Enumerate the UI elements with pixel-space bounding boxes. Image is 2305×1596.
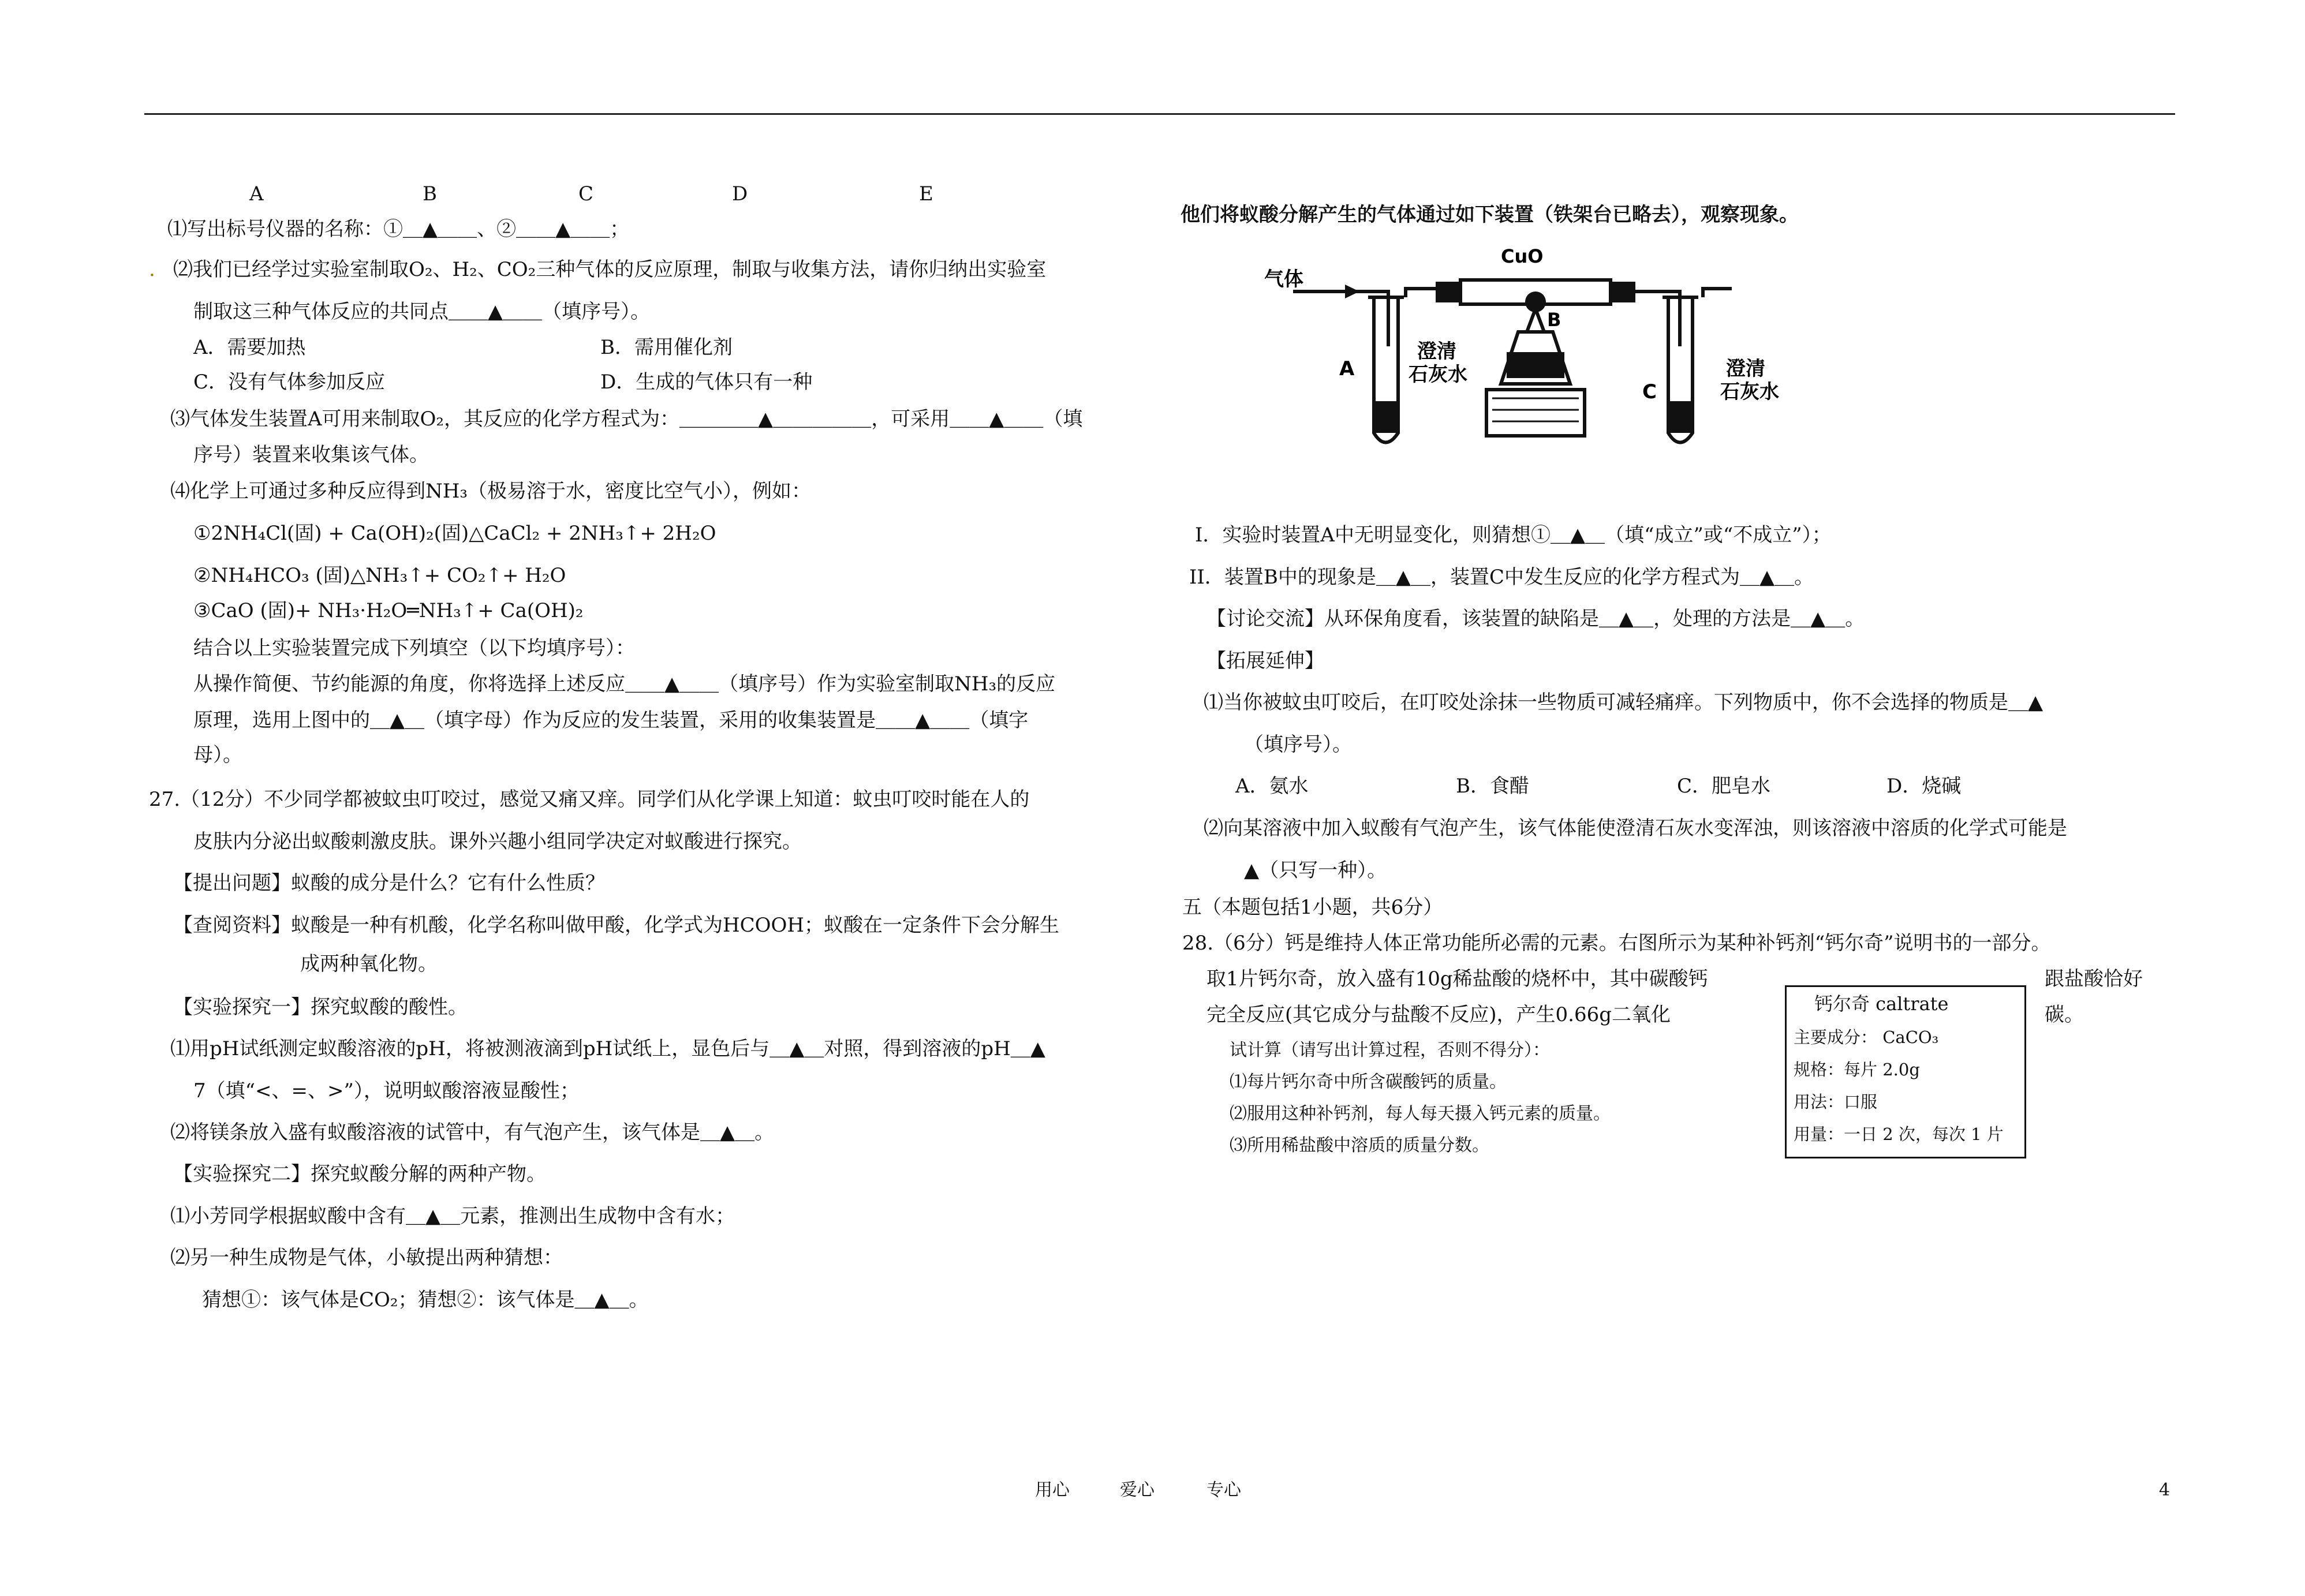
diagram-label-b: B <box>1547 309 1561 331</box>
apparatus-label-a: A <box>249 182 264 205</box>
q27-exp1-q1: ⑴用pH试纸测定蚁酸溶液的pH，将被测液滴到pH试纸上，显色后与＿▲＿对照，得到溶液的pH＿▲ <box>170 1037 1045 1060</box>
q27-exp1-q2: ⑵将镁条放入盛有蚁酸溶液的试管中，有气泡产生，该气体是＿▲＿。 <box>170 1121 775 1144</box>
section-five: 五（本题包括1小题，共6分） <box>1182 896 1443 919</box>
q28-line2-end: 跟盐酸恰好 <box>2045 967 2143 991</box>
q3-line1: ⑶气体发生装置A可用来制取O₂，其反应的化学方程式为：＿＿＿＿▲＿＿＿＿＿，可采用＿＿▲＿＿（填 <box>170 408 1083 431</box>
q28-line5: ⑴每片钙尔奇中所含碳酸钙的质量。 <box>1230 1072 1507 1092</box>
footer-word-3: 专心 <box>1206 1480 1241 1500</box>
apparatus-diagram <box>1264 234 1847 462</box>
q27-hypotheses: 猜想①：该气体是CO₂；猜想②：该气体是＿▲＿。 <box>202 1288 649 1311</box>
q4-line3: 从操作简便、节约能源的角度，你将选择上述反应＿＿▲＿＿（填序号）作为实验室制取NH₃的反应 <box>193 672 1056 696</box>
q27-question: 【提出问题】蚁酸的成分是什么？它有什么性质？ <box>173 872 605 895</box>
q27-reference: 【查阅资料】蚁酸是一种有机酸，化学名称叫做甲酸，化学式为HCOOH；蚁酸在一定条件下会分解生 <box>173 914 1060 937</box>
apparatus-label-c: C <box>578 182 594 205</box>
diagram-gas-label: 气体 <box>1264 268 1303 291</box>
r-discussion: 【讨论交流】从环保角度看，该装置的缺陷是＿▲＿，处理的方法是＿▲＿。 <box>1206 607 1865 630</box>
diagram-limewater-a1: 澄清 <box>1417 340 1456 363</box>
r-line-ii: II．装置B中的现象是＿▲＿，装置C中发生反应的化学方程式为＿▲＿。 <box>1189 566 1814 589</box>
q27-experiment-1: 【实验探究一】探究蚁酸的酸性。 <box>173 996 468 1019</box>
caltrate-spec: 规格：每片 2.0g <box>1794 1060 1920 1079</box>
q28-line3: 完全反应(其它成分与盐酸不反应)，产生0.66g二氧化 <box>1206 1003 1671 1026</box>
q4-line1: ⑷化学上可通过多种反应得到NH₃（极易溶于水，密度比空气小），例如： <box>170 480 812 503</box>
diagram-intro: 他们将蚁酸分解产生的气体通过如下装置（铁架台已略去），观察现象。 <box>1180 203 1799 226</box>
q2-option-a: A．需要加热 <box>193 336 306 359</box>
diagram-limewater-c2: 石灰水 <box>1720 380 1779 403</box>
r-option-c: C．肥皂水 <box>1677 775 1771 798</box>
apparatus-label-b: B <box>423 182 437 205</box>
diagram-label-c: C <box>1642 380 1657 403</box>
q27-experiment-2: 【实验探究二】探究蚁酸分解的两种产物。 <box>173 1163 546 1186</box>
q27-line1: 27.（12分）不少同学都被蚊虫叮咬过，感觉又痛又痒。同学们从化学课上知道：蚊虫叮咬时能在人的 <box>149 788 1030 811</box>
diagram-cuo-label: CuO <box>1501 245 1544 267</box>
q4-reaction-1: ①2NH₄Cl(固) + Ca(OH)₂(固)△CaCl₂ + 2NH₃↑+ 2H₂O <box>193 522 716 545</box>
r-extension: 【拓展延伸】 <box>1206 649 1324 672</box>
q27-exp2-q1: ⑴小芳同学根据蚁酸中含有＿▲＿元素，推测出生成物中含有水； <box>170 1205 735 1228</box>
q28-line3-end: 碳。 <box>2045 1003 2084 1026</box>
caltrate-title: 钙尔奇 caltrate <box>1814 993 1949 1015</box>
q4-line4: 原理，选用上图中的＿▲＿（填字母）作为反应的发生装置，采用的收集装置是＿＿▲＿＿（填字 <box>193 709 1029 732</box>
page-number: 4 <box>2159 1480 2170 1500</box>
q2-option-d: D．生成的气体只有一种 <box>600 371 813 394</box>
q4-reaction-3: ③CaO (固)+ NH₃·H₂O═NH₃↑+ Ca(OH)₂ <box>193 599 584 622</box>
r-ext-q1-cont: （填序号）。 <box>1244 733 1352 756</box>
q2-option-c: C．没有气体参加反应 <box>193 371 386 394</box>
q27-line2: 皮肤内分泌出蚁酸刺激皮肤。课外兴趣小组同学决定对蚁酸进行探究。 <box>193 830 802 853</box>
q28-line4: 试计算（请写出计算过程，否则不得分）： <box>1230 1040 1550 1060</box>
r-ext-q2: ⑵向某溶液中加入蚁酸有气泡产生，该气体能使澄清石灰水变浑浊，则该溶液中溶质的化学式可能是 <box>1204 817 2067 840</box>
diagram-label-a: A <box>1339 357 1355 380</box>
q4-line5: 母）。 <box>193 743 242 767</box>
q2-line1: ⑵我们已经学过实验室制取O₂、H₂、CO₂三种气体的反应原理，制取与收集方法，请你归纳出实验室 <box>173 258 1047 281</box>
q2-dot: . <box>149 258 155 281</box>
r-line-i: I．实验时装置A中无明显变化，则猜想①＿▲＿（填“成立”或“不成立”）； <box>1195 524 1832 547</box>
q27-reference-cont: 成两种氧化物。 <box>300 952 438 975</box>
diagram-limewater-c1: 澄清 <box>1726 357 1765 380</box>
caltrate-label-box <box>1785 985 2026 1158</box>
q28-line6: ⑵服用这种补钙剂，每人每天摄入钙元素的质量。 <box>1230 1104 1611 1124</box>
q3-line2: 序号）装置来收集该气体。 <box>193 443 429 466</box>
q1-text: ⑴写出标号仪器的名称：①＿▲＿＿、②＿＿▲＿＿； <box>167 218 630 241</box>
diagram-limewater-a2: 石灰水 <box>1409 363 1467 386</box>
q28-line2: 取1片钙尔奇，放入盛有10g稀盐酸的烧杯中，其中碳酸钙 <box>1206 967 1708 991</box>
q2-option-b: B．需用催化剂 <box>600 336 733 359</box>
header-rule <box>144 113 2175 115</box>
q4-reaction-2: ②NH₄HCO₃ (固)△NH₃↑+ CO₂↑+ H₂O <box>193 564 566 587</box>
r-option-d: D．烧碱 <box>1886 775 1962 798</box>
q2-line2: 制取这三种气体反应的共同点＿＿▲＿＿（填序号）。 <box>193 300 651 323</box>
r-option-a: A．氨水 <box>1235 775 1309 798</box>
apparatus-label-e: E <box>919 182 933 205</box>
q4-line2: 结合以上实验装置完成下列填空（以下均填序号）： <box>193 637 635 660</box>
q28-line1: 28.（6分）钙是维持人体正常功能所必需的元素。右图所示为某种补钙剂“钙尔奇”说明书的一部分。 <box>1182 932 2051 955</box>
q28-line7: ⑶所用稀盐酸中溶质的质量分数。 <box>1230 1135 1489 1156</box>
r-ext-q2-cont: ▲（只写一种）。 <box>1244 859 1387 882</box>
footer-word-1: 用心 <box>1035 1480 1070 1500</box>
caltrate-ingredient: 主要成分： CaCO₃ <box>1794 1027 1939 1047</box>
r-ext-q1: ⑴当你被蚊虫叮咬后，在叮咬处涂抹一些物质可减轻痛痒。下列物质中，你不会选择的物质是＿▲ <box>1204 691 2044 714</box>
caltrate-dosage: 用量：一日 2 次，每次 1 片 <box>1794 1124 2004 1144</box>
q27-exp2-q2: ⑵另一种生成物是气体，小敏提出两种猜想： <box>170 1246 563 1269</box>
apparatus-label-d: D <box>732 182 748 205</box>
caltrate-usage: 用法：口服 <box>1794 1092 1878 1112</box>
r-option-b: B．食醋 <box>1456 775 1529 798</box>
footer-word-2: 爱心 <box>1120 1480 1155 1500</box>
q27-exp1-q1-cont: 7（填“<、=、>”），说明蚁酸溶液显酸性； <box>193 1079 580 1102</box>
